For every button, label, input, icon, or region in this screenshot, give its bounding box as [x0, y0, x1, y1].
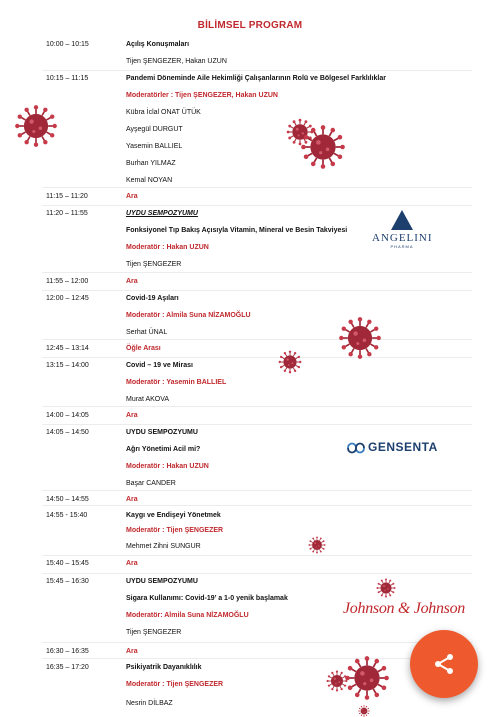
session-text: Ara: [126, 412, 138, 419]
session-text: UYDU SEMPOZYUMU: [126, 210, 198, 217]
schedule-row: [0, 123, 500, 137]
session-text: Öğle Arası: [126, 345, 161, 352]
virus-icon: [326, 670, 348, 692]
session-text: Kaygı ve Endişeyi Yönetmek: [126, 512, 221, 519]
session-text: Tijen ŞENGEZER: [126, 261, 182, 268]
session-text: UYDU SEMPOZYUMU: [126, 578, 198, 585]
schedule-row: [0, 140, 500, 154]
schedule-row: [0, 524, 500, 538]
divider: [42, 573, 472, 574]
schedule-row: [0, 174, 500, 188]
schedule-row: [0, 55, 500, 69]
share-button[interactable]: [410, 630, 478, 698]
virus-icon: [278, 350, 302, 374]
session-time: 11:15 – 11:20: [46, 193, 88, 200]
session-text: Moderatör : Hakan UZUN: [126, 244, 209, 251]
session-text: Pandemi Döneminde Aile Hekimliği Çalışanlarının Rolü ve Bölgesel Farklılıklar: [126, 75, 386, 82]
session-time: 16:30 – 16:35: [46, 648, 89, 655]
session-text: Ara: [126, 278, 138, 285]
divider: [42, 272, 472, 273]
angelini-logo-sub: PHARMA: [390, 244, 414, 249]
virus-icon: [14, 104, 58, 148]
session-time: 15:40 – 15:45: [46, 560, 89, 567]
session-text: Açılış Konuşmaları: [126, 41, 190, 48]
session-time: 14:05 – 14:50: [46, 429, 89, 436]
schedule-row: [0, 460, 500, 474]
session-text: Moderatör : Tijen ŞENGEZER: [126, 681, 224, 688]
session-time: 16:35 – 17:20: [46, 664, 89, 671]
schedule-row: [0, 309, 500, 323]
session-text: Tijen ŞENGEZER, Hakan UZUN: [126, 58, 227, 65]
share-icon: [432, 652, 456, 676]
session-text: Mehmet Zihni SUNGUR: [126, 543, 201, 550]
divider: [42, 339, 472, 340]
virus-icon: [358, 705, 370, 717]
session-text: Covid-19 Aşıları: [126, 295, 179, 302]
virus-icon: [308, 536, 326, 554]
session-text: Sigara Kullanımı: Covid-19’ a 1-0 yenik başlamak: [126, 595, 288, 602]
session-text: Moderatör : Hakan UZUN: [126, 463, 209, 470]
schedule-row: [0, 72, 500, 86]
session-text: Covid – 19 ve Mirası: [126, 362, 193, 369]
schedule-row: [0, 38, 500, 52]
divider: [42, 357, 472, 358]
divider: [42, 70, 472, 71]
session-time: 15:45 – 16:30: [46, 578, 89, 585]
angelini-logo: [372, 210, 432, 258]
schedule-row: [0, 89, 500, 103]
schedule-row: [0, 190, 500, 204]
divider: [42, 642, 472, 643]
divider: [42, 424, 472, 425]
schedule-row: [0, 509, 500, 523]
page-title: BİLİMSEL PROGRAM: [197, 20, 303, 31]
session-text: Murat AKOVA: [126, 396, 170, 403]
session-text: Ara: [126, 496, 138, 503]
schedule-row: [0, 292, 500, 306]
schedule-row: [0, 106, 500, 120]
session-text: Ara: [126, 560, 138, 567]
session-text: Ayşegül DURGUT: [126, 126, 183, 133]
session-text: Kübra İclal ONAT ÜTÜK: [126, 109, 201, 116]
gensenta-logo-name: GENSENTA: [368, 440, 438, 454]
session-text: Moderatör : Yasemin BALLIEL: [126, 379, 227, 386]
session-text: Ağrı Yönetimi Acil mi?: [126, 446, 201, 453]
session-text: Moderatörler : Tijen ŞENGEZER, Hakan UZUN: [126, 92, 278, 99]
session-time: 14:50 – 14:55: [46, 496, 89, 503]
schedule-row: [0, 275, 500, 289]
session-text: Ara: [126, 193, 138, 200]
schedule-row: [0, 393, 500, 407]
schedule-row: [0, 426, 500, 440]
session-text: Moderatör : Almila Suna NİZAMOĞLU: [126, 312, 251, 319]
session-time: 10:00 – 10:15: [46, 41, 89, 48]
session-text: Burhan YILMAZ: [126, 160, 176, 167]
schedule-row: [0, 326, 500, 340]
session-text: Kemal NOYAN: [126, 177, 173, 184]
johnson-johnson-logo: [343, 600, 465, 618]
divider: [42, 187, 472, 188]
angelini-logo-name: ANGELINI: [372, 232, 433, 244]
jnj-logo-text: Johnson & Johnson: [343, 600, 466, 617]
gensenta-mark-icon: [346, 440, 366, 456]
session-time: 13:15 – 14:00: [46, 362, 89, 369]
schedule-row: [0, 575, 500, 589]
gensenta-logo: [346, 440, 456, 456]
session-text: Başar CANDER: [126, 480, 176, 487]
schedule-row: [0, 540, 500, 554]
session-time: 11:20 – 11:55: [46, 210, 88, 217]
session-text: Serhat ÜNAL: [126, 329, 168, 336]
schedule-row: [0, 376, 500, 390]
session-text: Yasemin BALLIEL: [126, 143, 183, 150]
session-text: Ara: [126, 648, 138, 655]
session-time: 11:55 – 12:00: [46, 278, 89, 285]
virus-icon: [300, 124, 346, 170]
schedule-row: [0, 557, 500, 571]
divider: [42, 490, 472, 491]
session-text: Moderatör : Tijen ŞENGEZER: [126, 527, 224, 534]
divider: [42, 290, 472, 291]
session-text: Tijen ŞENGEZER: [126, 629, 182, 636]
session-text: UYDU SEMPOZYUMU: [126, 429, 198, 436]
session-text: Nesrin DİLBAZ: [126, 700, 173, 707]
session-time: 12:00 – 12:45: [46, 295, 89, 302]
virus-icon: [344, 655, 390, 701]
schedule-row: [0, 157, 500, 171]
session-text: Moderatör: Almila Suna NİZAMOĞLU: [126, 612, 249, 619]
session-text: Fonksiyonel Tıp Bakış Açısıyla Vitamin, Mineral ve Besin Takviyesi: [126, 227, 348, 234]
schedule-row: [0, 359, 500, 373]
session-time: 12:45 – 13:14: [46, 345, 89, 352]
divider: [42, 505, 472, 506]
session-time: 14:55 - 15:40: [46, 512, 88, 519]
divider: [42, 555, 472, 556]
session-text: Psikiyatrik Dayanıklılık: [126, 664, 202, 671]
schedule-row: [0, 258, 500, 272]
schedule-row: [0, 477, 500, 491]
divider: [42, 658, 472, 659]
schedule-row: [0, 697, 500, 711]
angelini-triangle-icon: [391, 210, 413, 230]
session-time: 14:00 – 14:05: [46, 412, 89, 419]
session-time: 10:15 – 11:15: [46, 75, 89, 82]
virus-icon: [376, 578, 396, 598]
virus-icon: [338, 316, 382, 360]
schedule-row: [0, 342, 500, 356]
divider: [42, 205, 472, 206]
schedule-row: [0, 409, 500, 423]
divider: [42, 406, 472, 407]
